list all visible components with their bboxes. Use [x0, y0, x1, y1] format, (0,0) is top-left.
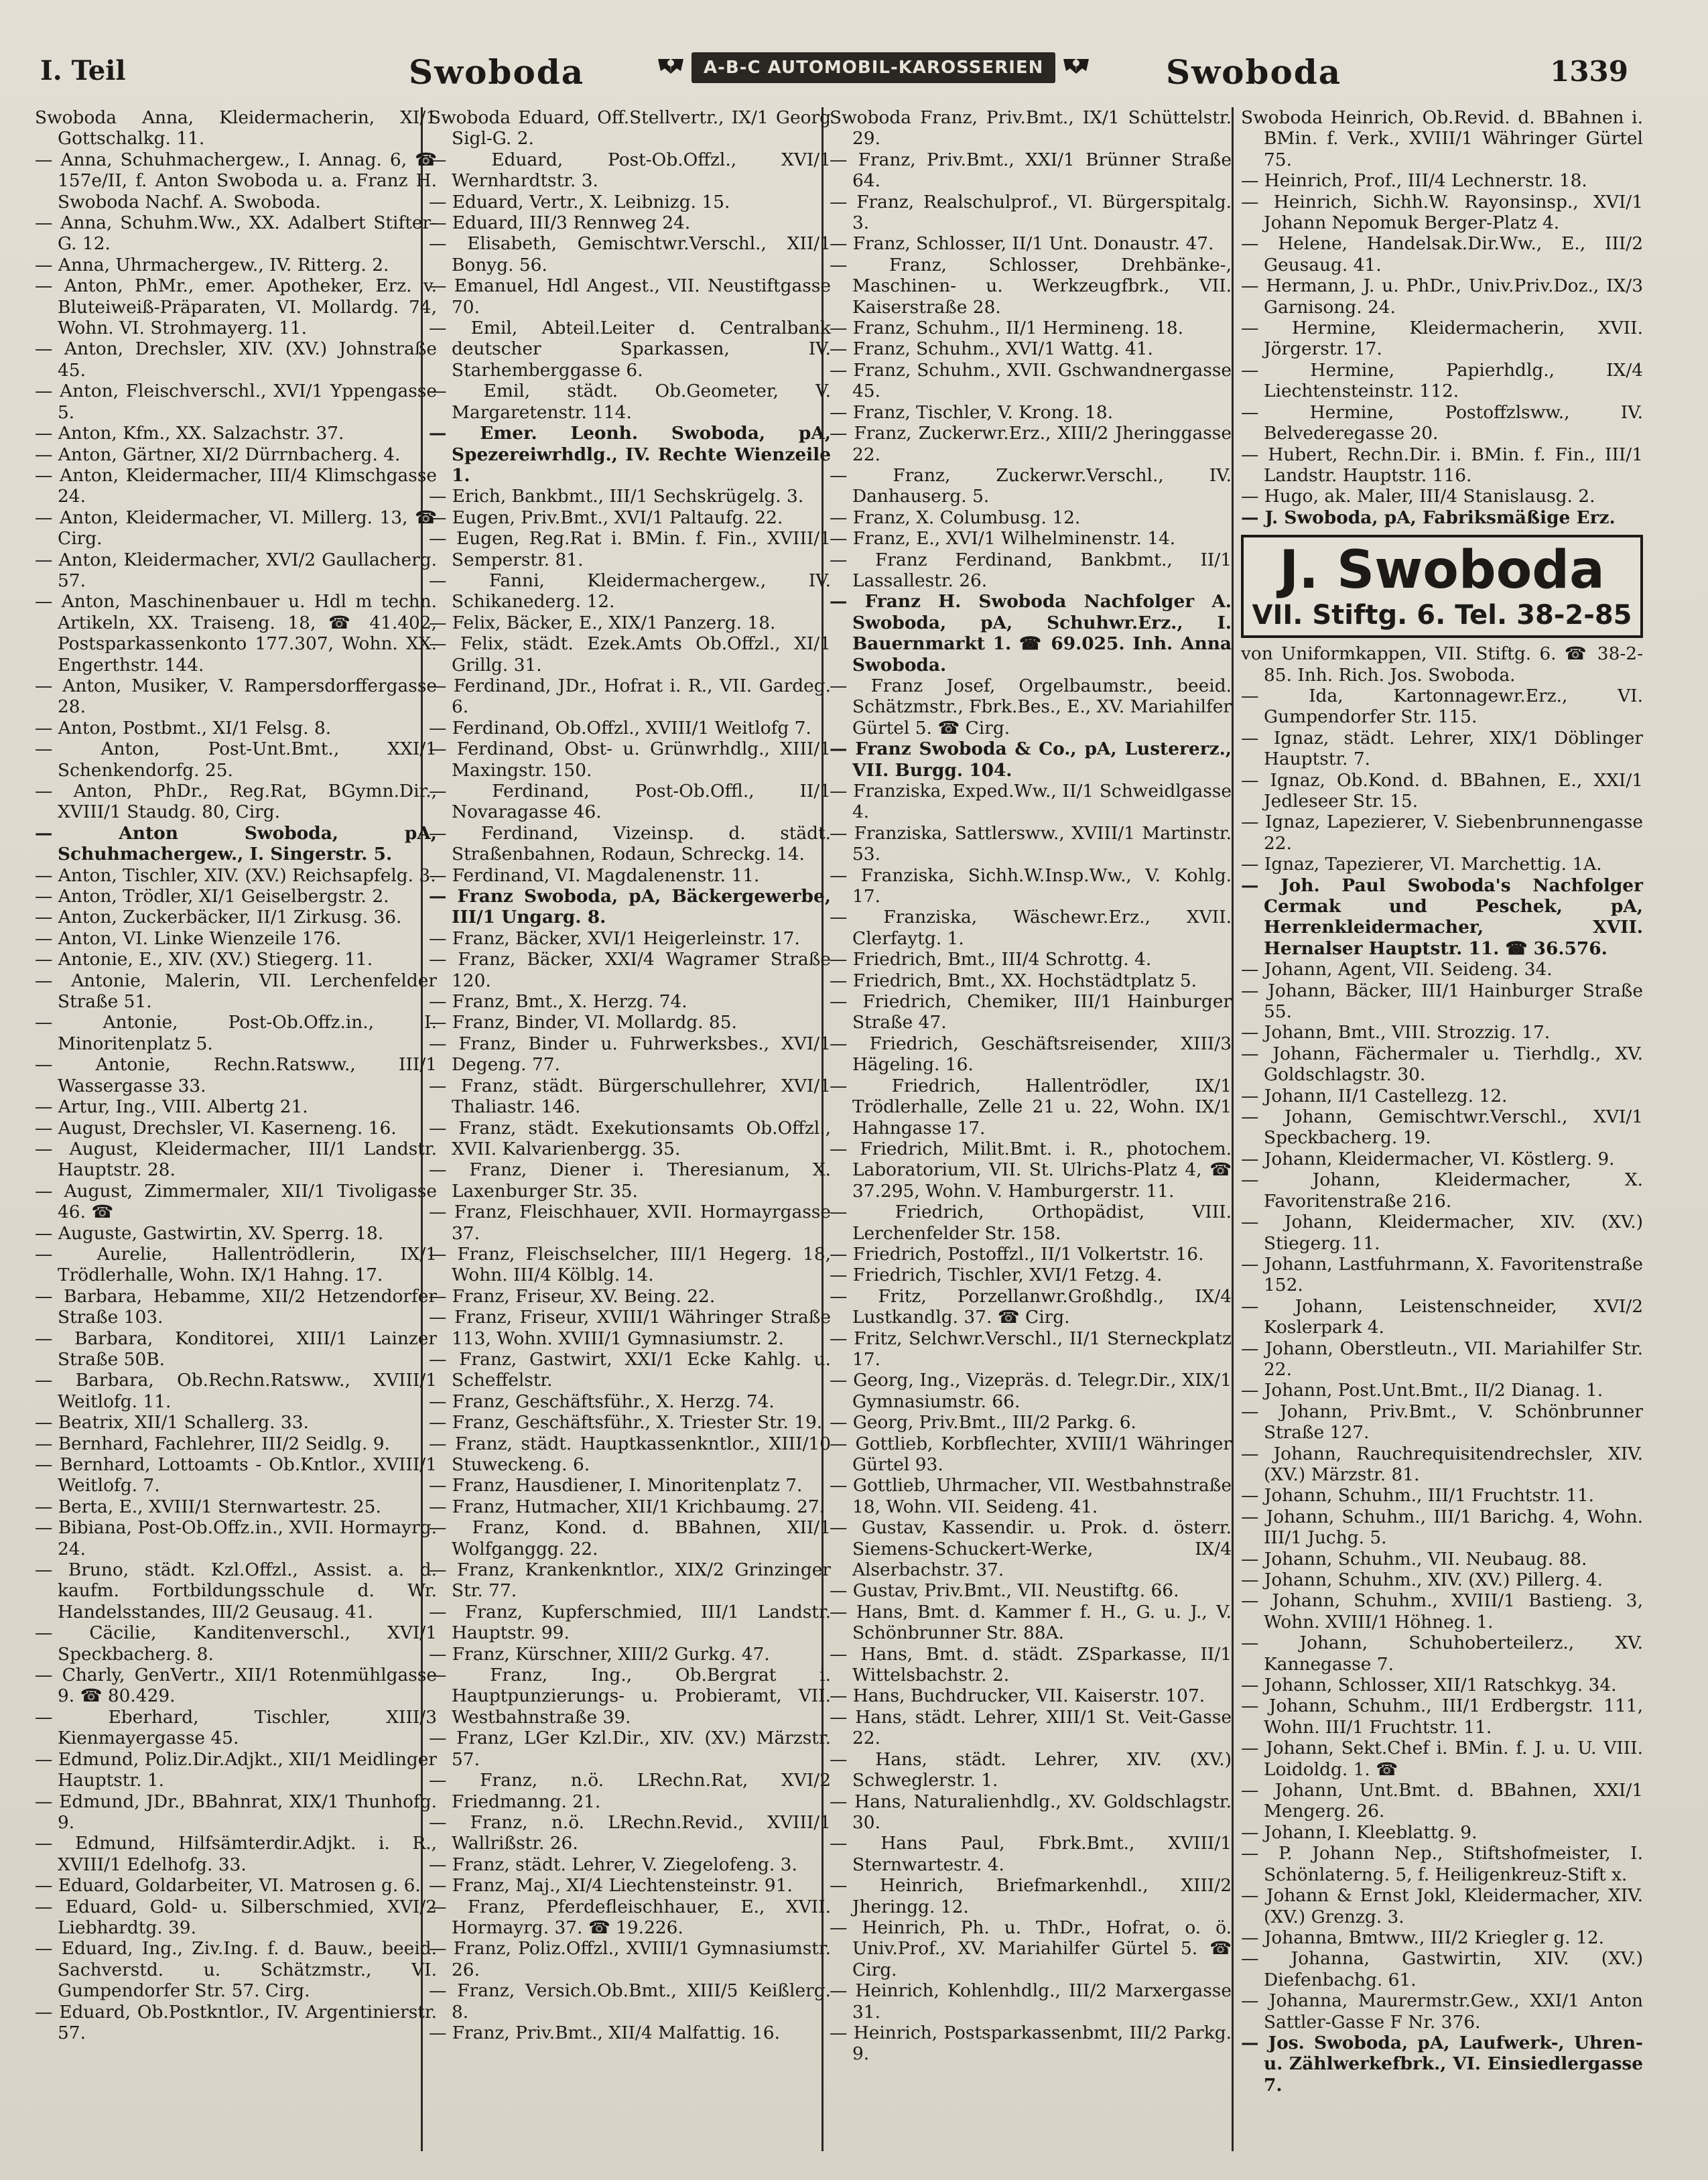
directory-entry: — Friedrich, Bmt., XX. Hochstädtplatz 5.: [830, 970, 1197, 991]
directory-entry: — Ferdinand, VI. Magdalenenstr. 11.: [429, 864, 760, 886]
directory-entry: — Franz, Fleischhauer, XVII. Hormayrgasse 37.: [429, 1202, 831, 1244]
running-head-left: Swoboda: [409, 52, 585, 92]
directory-entry: — Friedrich, Hallentrödler, IX/1 Trödlerhalle, Zelle 21 u. 22, Wohn. IX/1 Hahngasse 17.: [830, 1075, 1232, 1139]
directory-entry: — Franz, Binder u. Fuhrwerksbes., XVI/1 Degeng. 77.: [429, 1033, 831, 1076]
directory-entry: — Bernhard, Fachlehrer, III/2 Seidlg. 9.: [35, 1433, 390, 1454]
directory-entry: — Franz, Hausdiener, I. Minoritenplatz 7.: [429, 1475, 803, 1496]
directory-entry: — Anton, Kleidermacher, VI. Millerg. 13, ☎ Cirg.: [35, 507, 437, 550]
directory-entry: — Anton, Tischler, XIV. (XV.) Reichsapfelg. 3.: [35, 864, 436, 886]
directory-entry: — Heinrich, Briefmarkenhdl., XIII/2 Jheringg. 12.: [830, 1875, 1232, 1917]
directory-entry: — Eduard, Ob.Postkntlor., IV. Argentinierstr. 57.: [35, 2001, 437, 2043]
directory-entry: — Franz, Hutmacher, XII/1 Krichbaumg. 27.: [429, 1496, 825, 1517]
directory-entry: — Eduard, Post-Ob.Offzl., XVI/1 Wernhardtstr. 3.: [429, 149, 831, 192]
directory-entry: — Gustav, Kassendir. u. Prok. d. österr. Siemens-Schuckert-Werke, IX/4 Alserbachstr. 37.: [830, 1517, 1232, 1581]
directory-entry: — Elisabeth, Gemischtwr.Verschl., XII/1 Bonyg. 56.: [429, 233, 831, 275]
directory-entry: — Johann, Leistenschneider, XVI/2 Koslerpark 4.: [1241, 1295, 1643, 1338]
directory-entry: — Johanna, Gastwirtin, XIV. (XV.) Diefenbachg. 61.: [1241, 1948, 1643, 1990]
directory-entry: — Bibiana, Post-Ob.Offz.in., XVII. Hormayrg. 24.: [35, 1517, 437, 1559]
directory-entry: — Johann, I. Kleeblattg. 9.: [1241, 1821, 1477, 1843]
directory-entry: — Johann, Lastfuhrmann, X. Favoritenstraße 152.: [1241, 1253, 1643, 1296]
directory-entry: — Eduard, Ing., Ziv.Ing. f. d. Bauw., beeid. Sachverstd. u. Schätzmstr., VI. Gumpendorfer Str. 57. Cirg.: [35, 1938, 437, 2002]
directory-entry: — Ferdinand, Ob.Offzl., XVIII/1 Weitlofg 7.: [429, 717, 811, 739]
directory-entry: — Friedrich, Orthopädist, VIII. Lerchenfelder Str. 158.: [830, 1202, 1232, 1244]
directory-entry: — Ignaz, städt. Lehrer, XIX/1 Döblinger Hauptstr. 7.: [1241, 727, 1643, 770]
directory-entry: — Franz H. Swoboda Nachfolger A. Swoboda, pA, Schuhwr.Erz., I. Bauernmarkt 1. ☎ 69.025. Inh. Anna Swoboda.: [830, 591, 1232, 676]
directory-entry: — Anton, Post-Unt.Bmt., XXI/1 Schenkendorfg. 25.: [35, 739, 437, 781]
directory-entry: — Fritz, Porzellanwr.Großhdlg., IX/4 Lustkandlg. 37. ☎ Cirg.: [830, 1285, 1232, 1328]
running-head-right: Swoboda: [1166, 52, 1342, 92]
directory-entry: — Hans, Bmt. d. Kammer f. H., G. u. J., V. Schönbrunner Str. 88A.: [830, 1601, 1232, 1644]
directory-entry: — Barbara, Konditorei, XIII/1 Lainzer Straße 50B.: [35, 1328, 437, 1370]
directory-entry: — Franziska, Wäschewr.Erz., XVII. Clerfaytg. 1.: [830, 907, 1232, 949]
directory-entry: — Johann, Schuhm., III/1 Fruchtstr. 11.: [1241, 1485, 1595, 1506]
wing-emblem-icon: [1062, 54, 1090, 82]
directory-entry: — Anton, VI. Linke Wienzeile 176.: [35, 927, 342, 949]
column-1: [35, 107, 437, 2043]
directory-entry: — Franz, Schuhm., II/1 Hermineng. 18.: [830, 318, 1184, 339]
directory-entry: — Ida, Kartonnagewr.Erz., VI. Gumpendorfer Str. 115.: [1241, 685, 1643, 728]
directory-entry: — Franz Ferdinand, Bankbmt., II/1 Lassallestr. 26.: [830, 549, 1232, 591]
directory-entry: — Georg, Priv.Bmt., III/2 Parkg. 6.: [830, 1412, 1136, 1433]
column-3: [830, 107, 1232, 2065]
directory-entry: — Bruno, städt. Kzl.Offzl., Assist. a. d. kaufm. Fortbildungsschule d. Wr. Handelsstandes, III/2 Geusaug. 41.: [35, 1559, 437, 1622]
directory-entry: — August, Kleidermacher, III/1 Landstr. Hauptstr. 28.: [35, 1138, 437, 1181]
directory-entry: — Johann, Schuhoberteilerz., XV. Kannegasse 7.: [1241, 1632, 1643, 1675]
directory-entry: — Anton, Postbmt., XI/1 Felsg. 8.: [35, 717, 332, 739]
directory-entry: — Anton, Kleidermacher, XVI/2 Gaullacherg. 57.: [35, 549, 437, 591]
directory-entry: — Franz, Poliz.Offzl., XVIII/1 Gymnasiumstr. 26.: [429, 1938, 831, 1980]
directory-entry: — Artur, Ing., VIII. Albertg 21.: [35, 1096, 308, 1118]
directory-entry: — Johann, II/1 Castellezg. 12.: [1241, 1085, 1508, 1106]
directory-entry: Swoboda Eduard, Off.Stellvertr., IX/1 Georg Sigl-G. 2.: [429, 107, 831, 149]
directory-entry: — Jos. Swoboda, pA, Laufwerk-, Uhren- u. Zählwerkefbrk., VI. Einsiedlergasse 7.: [1241, 2032, 1643, 2096]
directory-entry: — Johanna, Maurermstr.Gew., XXI/1 Anton Sattler-Gasse F Nr. 376.: [1241, 1990, 1643, 2033]
directory-entry: — Johann & Ernst Jokl, Kleidermacher, XIV. (XV.) Grenzg. 3.: [1241, 1885, 1643, 1927]
directory-entry: — Gottlieb, Korbflechter, XVIII/1 Währinger Gürtel 93.: [830, 1433, 1232, 1475]
directory-entry: — Anton, Zuckerbäcker, II/1 Zirkusg. 36.: [35, 907, 402, 928]
directory-entry: — Johann, Rauchrequisitendrechsler, XIV. (XV.) Märzstr. 81.: [1241, 1443, 1643, 1485]
directory-entry: — Ferdinand, Vizeinsp. d. städt. Straßenbahnen, Rodaun, Schreckg. 14.: [429, 822, 831, 865]
directory-entry: — Johann, Priv.Bmt., V. Schönbrunner Straße 127.: [1241, 1401, 1643, 1444]
directory-entry: — Franz Swoboda & Co., pA, Lustererz., VII. Burgg. 104.: [830, 739, 1232, 781]
directory-entry: — Felix, städt. Ezek.Amts Ob.Offzl., XI/1 Grillg. 31.: [429, 633, 831, 676]
directory-entry: — Johann, Post.Unt.Bmt., II/2 Dianag. 1.: [1241, 1380, 1603, 1401]
directory-entry: — Anton, Fleischverschl., XVI/1 Yppengasse 5.: [35, 381, 437, 423]
directory-entry: — Friedrich, Tischler, XVI/1 Fetzg. 4.: [830, 1265, 1163, 1286]
directory-entry: — Franz, n.ö. LRechn.Revid., XVIII/1 Wallrißstr. 26.: [429, 1811, 831, 1854]
directory-entry: — J. Swoboda, pA, Fabriksmäßige Erz.: [1241, 507, 1616, 528]
directory-entry: — P. Johann Nep., Stiftshofmeister, I. Schönlaterng. 5, f. Heiligenkreuz-Stift x.: [1241, 1843, 1643, 1885]
directory-entry: — Hubert, Rechn.Dir. i. BMin. f. Fin., III/1 Landstr. Hauptstr. 116.: [1241, 444, 1643, 486]
directory-entry: — Hermine, Kleidermacherin, XVII. Jörgerstr. 17.: [1241, 318, 1643, 360]
directory-entry: — Johann, Gemischtwr.Verschl., XVI/1 Speckbacherg. 19.: [1241, 1106, 1643, 1149]
directory-entry: — Erich, Bankbmt., III/1 Sechskrügelg. 3.: [429, 486, 804, 507]
directory-entry: — Cäcilie, Kanditenverschl., XVI/1 Speckbacherg. 8.: [35, 1622, 437, 1665]
directory-entry: — Franz, städt. Bürgerschullehrer, XVI/1 Thaliastr. 146.: [429, 1075, 831, 1118]
directory-entry: — Antonie, E., XIV. (XV.) Stiegerg. 11.: [35, 949, 373, 970]
directory-entry: — Anton, Trödler, XI/1 Geiselbergstr. 2.: [35, 886, 389, 907]
directory-entry: — Hans, städt. Lehrer, XIII/1 St. Veit-Gasse 22.: [830, 1706, 1232, 1749]
directory-entry: — Franz, Pferdefleischhauer, E., XVII. Hormayrg. 37. ☎ 19.226.: [429, 1896, 831, 1938]
directory-entry: — Franz, städt. Exekutionsamts Ob.Offzl., XVII. Kalvarienbergg. 35.: [429, 1117, 831, 1159]
directory-entry: — Franz, städt. Hauptkassenkntlor., XIII/10 Stuweckeng. 6.: [429, 1433, 831, 1475]
directory-entry: — Johann, Schuhm., XVIII/1 Bastieng. 3, Wohn. XVIII/1 Höhneg. 1.: [1241, 1590, 1643, 1632]
directory-entry: — Johann, Bäcker, III/1 Hainburger Straße 55.: [1241, 980, 1643, 1023]
directory-entry: — Bernhard, Lottoamts - Ob.Kntlor., XVIII/1 Weitlofg. 7.: [35, 1454, 437, 1496]
directory-entry: — Anton, Maschinenbauer u. Hdl m techn. Artikeln, XX. Traiseng. 18, ☎ 41.402, Postsparkassenkonto 177.307, Wohn. XX. Engerthstr. 144.: [35, 591, 437, 676]
directory-entry: — Johann, Sekt.Chef i. BMin. f. J. u. U. VIII. Loidoldg. 1. ☎: [1241, 1738, 1643, 1780]
directory-entry: — Heinrich, Ph. u. ThDr., Hofrat, o. ö. Univ.Prof., XV. Mariahilfer Gürtel 5. ☎ Cirg.: [830, 1917, 1232, 1980]
directory-entry: — Franz, Bäcker, XXI/4 Wagramer Straße 120.: [429, 949, 831, 991]
directory-entry: — Johann, Kleidermacher, XIV. (XV.) Stiegerg. 11.: [1241, 1212, 1643, 1254]
directory-entry: — Franziska, Sattlersww., XVIII/1 Martinstr. 53.: [830, 822, 1232, 865]
directory-entry: — Franz, Schlosser, Drehbänke-, Maschinen- u. Werkzeugfbrk., VII. Kaiserstraße 28.: [830, 254, 1232, 318]
directory-entry: — August, Zimmermaler, XII/1 Tivoligasse 46. ☎: [35, 1180, 437, 1223]
directory-entry: — Franz, Priv.Bmt., XXI/1 Brünner Straße 64.: [830, 149, 1232, 192]
directory-entry: — Hans, Bmt. d. städt. ZSparkasse, II/1 Wittelsbachstr. 2.: [830, 1643, 1232, 1686]
directory-entry: — Franz, LGer Kzl.Dir., XIV. (XV.) Märzstr. 57.: [429, 1728, 831, 1770]
directory-entry: — Anna, Uhrmachergew., IV. Ritterg. 2.: [35, 254, 389, 275]
directory-entry: — Hans, Buchdrucker, VII. Kaiserstr. 107.: [830, 1685, 1205, 1707]
directory-entry: — Hans Paul, Fbrk.Bmt., XVIII/1 Sternwartestr. 4.: [830, 1833, 1232, 1875]
directory-entry: — Franz, Priv.Bmt., XII/4 Malfattig. 16.: [429, 2022, 780, 2043]
directory-entry: — Franz, Diener i. Theresianum, X. Laxenburger Str. 35.: [429, 1159, 831, 1202]
directory-entry: — Franz, Zuckerwr.Verschl., IV. Danhauserg. 5.: [830, 464, 1232, 507]
directory-entry: — Antonie, Rechn.Ratsww., III/1 Wassergasse 33.: [35, 1054, 437, 1096]
directory-entry: — August, Drechsler, VI. Kaserneng. 16.: [35, 1117, 397, 1139]
directory-entry: — Franz, Geschäftsführ., X. Triester Str. 19.: [429, 1412, 823, 1433]
directory-entry: — Johann, Schuhm., VII. Neubaug. 88.: [1241, 1548, 1587, 1569]
directory-entry: — Franz, Friseur, XVIII/1 Währinger Straße 113, Wohn. XVIII/1 Gymnasiumstr. 2.: [429, 1307, 831, 1349]
directory-entry: — Eduard, III/3 Rennweg 24.: [429, 212, 691, 234]
directory-entry: — Berta, E., XVIII/1 Sternwartestr. 25.: [35, 1496, 381, 1517]
directory-entry: — Fritz, Selchwr.Verschl., II/1 Sterneckplatz 17.: [830, 1328, 1232, 1370]
directory-entry: — Franz, städt. Lehrer, V. Ziegelofeng. 3.: [429, 1854, 797, 1875]
directory-entry: — Franz, Bäcker, XVI/1 Heigerleinstr. 17.: [429, 927, 800, 949]
directory-entry: — Franz, Tischler, V. Krong. 18.: [830, 401, 1114, 423]
directory-entry: — Friedrich, Bmt., III/4 Schrottg. 4.: [830, 949, 1152, 970]
directory-entry: — Franz, Schuhm., XVII. Gschwandnergasse 45.: [830, 359, 1232, 402]
directory-entry: — Felix, Bäcker, E., XIX/1 Panzerg. 18.: [429, 612, 776, 633]
directory-entry: — Anna, Schuhmachergew., I. Annag. 6, ☎ 157e/II, f. Anton Swoboda u. a. Franz H. Swoboda Nachf. A. Swoboda.: [35, 149, 437, 212]
directory-entry: — Anton, Kfm., XX. Salzachstr. 37.: [35, 423, 344, 444]
directory-entry: — Anton, Musiker, V. Rampersdorffergasse 28.: [35, 675, 437, 718]
directory-entry: — Franz, X. Columbusg. 12.: [830, 507, 1081, 528]
directory-entry: — Friedrich, Chemiker, III/1 Hainburger Straße 47.: [830, 991, 1232, 1033]
directory-entry: — Johann, Kleidermacher, X. Favoritenstraße 216.: [1241, 1169, 1643, 1212]
page-header: [40, 48, 1628, 95]
directory-entry: — Franz, Geschäftsführ., X. Herzg. 74.: [429, 1391, 775, 1412]
directory-entry: — Helene, Handelsak.Dir.Ww., E., III/2 Geusaug. 41.: [1241, 233, 1643, 275]
directory-entry: — Johann, Bmt., VIII. Strozzig. 17.: [1241, 1022, 1551, 1043]
directory-entry: — Ferdinand, Obst- u. Grünwrhdlg., XIII/1 Maxingstr. 150.: [429, 739, 831, 781]
advert-box: [1241, 535, 1643, 638]
directory-entry: — Emer. Leonh. Swoboda, pA, Spezereiwrhdlg., IV. Rechte Wienzeile 1.: [429, 423, 831, 486]
directory-entry: — Hans, Naturalienhdlg., XV. Goldschlagstr. 30.: [830, 1791, 1232, 1833]
directory-entry: Swoboda Heinrich, Ob.Revid. d. BBahnen i. BMin. f. Verk., XVIII/1 Währinger Gürtel 75.: [1241, 107, 1643, 170]
directory-entry: — Franz, Friseur, XV. Being. 22.: [429, 1285, 716, 1307]
directory-entry: — Eduard, Vertr., X. Leibnizg. 15.: [429, 191, 730, 212]
directory-entry: — Joh. Paul Swoboda's Nachfolger Cermak und Peschek, pA, Herrenkleidermacher, XVII. Hernalser Hauptstr. 11. ☎ 36.576.: [1241, 875, 1643, 959]
directory-entry: — Antonie, Post-Ob.Offz.in., I. Minoritenplatz 5.: [35, 1012, 437, 1054]
directory-entry: — Johann, Schuhm., III/1 Barichg. 4, Wohn. III/1 Juchg. 5.: [1241, 1506, 1643, 1549]
directory-entry: — Fanni, Kleidermachergew., IV. Schikanederg. 12.: [429, 570, 831, 613]
directory-entry: — Franz, Zuckerwr.Erz., XIII/2 Jheringgasse 22.: [830, 423, 1232, 465]
directory-entry: — Heinrich, Kohlenhdlg., III/2 Marxergasse 31.: [830, 1980, 1232, 2023]
advert-banner: [657, 51, 1090, 84]
directory-entry: Swoboda Anna, Kleidermacherin, XI/1 Gottschalkg. 11.: [35, 107, 437, 149]
directory-entry: — Anton, PhMr., emer. Apotheker, Erz. v. Bluteiweiß-Präparaten, VI. Mollardg. 74, Wohn. VI. Strohmayerg. 11.: [35, 275, 437, 339]
column-divider: [1232, 107, 1234, 2151]
directory-entry: — Franz Swoboda, pA, Bäckergewerbe, III/1 Ungarg. 8.: [429, 886, 831, 928]
part-label: I. Teil: [40, 55, 126, 86]
directory-entry: von Uniformkappen, VII. Stiftg. 6. ☎ 38-2-85. Inh. Rich. Jos. Swoboda.: [1241, 643, 1643, 686]
directory-entry: — Johanna, Bmtww., III/2 Kriegler g. 12.: [1241, 1927, 1605, 1948]
directory-entry: — Ferdinand, JDr., Hofrat i. R., VII. Gardeg. 6.: [429, 675, 831, 718]
directory-entry: — Anton, PhDr., Reg.Rat, BGymn.Dir., XVIII/1 Staudg. 80, Cirg.: [35, 781, 437, 823]
directory-entry: — Hermine, Papierhdlg., IX/4 Liechtensteinstr. 112.: [1241, 359, 1643, 402]
directory-entry: — Franz, Maj., XI/4 Liechtensteinstr. 91.: [429, 1875, 793, 1897]
directory-entry: — Friedrich, Milit.Bmt. i. R., photochem. Laboratorium, VII. St. Ulrichs-Platz 4, ☎ 37.295, Wohn. V. Hamburgerstr. 11.: [830, 1138, 1232, 1202]
directory-entry: — Edmund, Hilfsämterdir.Adjkt. i. R., XVIII/1 Edelhofg. 33.: [35, 1833, 437, 1875]
directory-entry: — Franz, Gastwirt, XXI/1 Ecke Kahlg. u. Scheffelstr.: [429, 1348, 831, 1391]
directory-entry: — Franziska, Sichh.W.Insp.Ww., V. Kohlg. 17.: [830, 864, 1232, 907]
directory-entry: — Aurelie, Hallentrödlerin, IX/1 Trödlerhalle, Wohn. IX/1 Hahng. 17.: [35, 1243, 437, 1286]
directory-entry: — Heinrich, Sichh.W. Rayonsinsp., XVI/1 Johann Nepomuk Berger-Platz 4.: [1241, 191, 1643, 234]
directory-entry: — Franz, Fleischselcher, III/1 Hegerg. 18, Wohn. III/4 Kölblg. 14.: [429, 1243, 831, 1286]
directory-entry: — Johann, Schuhm., III/1 Erdbergstr. 111, Wohn. III/1 Fruchtstr. 11.: [1241, 1695, 1643, 1738]
directory-entry: — Gustav, Priv.Bmt., VII. Neustiftg. 66.: [830, 1580, 1179, 1602]
directory-entry: — Eugen, Priv.Bmt., XVI/1 Paltaufg. 22.: [429, 507, 783, 528]
directory-entry: — Antonie, Malerin, VII. Lerchenfelder Straße 51.: [35, 970, 437, 1013]
directory-entry: — Franz, Schuhm., XVI/1 Wattg. 41.: [830, 338, 1153, 360]
directory-entry: — Gottlieb, Uhrmacher, VII. Westbahnstraße 18, Wohn. VII. Seideng. 41.: [830, 1475, 1232, 1517]
directory-entry: — Ignaz, Lapezierer, V. Siebenbrunnengasse 22.: [1241, 812, 1643, 854]
directory-entry: — Hermine, Postoffzlsww., IV. Belvederegasse 20.: [1241, 401, 1643, 444]
directory-entry: — Eugen, Reg.Rat i. BMin. f. Fin., XVIII/1 Semperstr. 81.: [429, 528, 831, 570]
directory-entry: — Anton Swoboda, pA, Schuhmachergew., I. Singerstr. 5.: [35, 822, 437, 865]
directory-entry: — Hans, städt. Lehrer, XIV. (XV.) Schweglerstr. 1.: [830, 1748, 1232, 1791]
directory-entry: — Franz, Krankenkntlor., XIX/2 Grinzinger Str. 77.: [429, 1559, 831, 1602]
directory-entry: — Charly, GenVertr., XII/1 Rotenmühlgasse 9. ☎ 80.429.: [35, 1665, 437, 1707]
directory-entry: — Johann, Fächermaler u. Tierhdlg., XV. Goldschlagstr. 30.: [1241, 1043, 1643, 1086]
column-4: [1241, 107, 1643, 2096]
directory-entry: — Friedrich, Postoffzl., II/1 Volkertstr. 16.: [830, 1243, 1204, 1265]
directory-entry: — Ignaz, Ob.Kond. d. BBahnen, E., XXI/1 Jedleseer Str. 15.: [1241, 769, 1643, 812]
directory-entry: — Johann, Agent, VII. Seideng. 34.: [1241, 959, 1553, 980]
advert-name: J. Swoboda: [1279, 540, 1605, 601]
directory-entry: — Franz, Ing., Ob.Bergrat i. Hauptpunzierungs- u. Probieramt, VII. Westbahnstraße 39.: [429, 1665, 831, 1728]
directory-entry: — Edmund, JDr., BBahnrat, XIX/1 Thunhofg. 9.: [35, 1791, 437, 1833]
directory-entry: — Friedrich, Geschäftsreisender, XIII/3 Hägeling. 16.: [830, 1033, 1232, 1076]
banner-text: A-B-C AUTOMOBIL-KAROSSERIEN: [692, 52, 1055, 83]
directory-entry: — Franz, Kupferschmied, III/1 Landstr. Hauptstr. 99.: [429, 1601, 831, 1644]
directory-entry: — Heinrich, Prof., III/4 Lechnerstr. 18.: [1241, 170, 1587, 192]
directory-entry: — Franz, Bmt., X. Herzg. 74.: [429, 991, 687, 1013]
directory-entry: — Franz, E., XVI/1 Wilhelminenstr. 14.: [830, 528, 1176, 550]
directory-entry: — Johann, Schlosser, XII/1 Ratschkyg. 34.: [1241, 1675, 1617, 1696]
directory-entry: — Hugo, ak. Maler, III/4 Stanislausg. 2.: [1241, 486, 1595, 507]
directory-entry: — Franz, n.ö. LRechn.Rat, XVI/2 Friedmanng. 21.: [429, 1770, 831, 1812]
directory-entry: — Franz, Versich.Ob.Bmt., XIII/5 Keißlerg. 8.: [429, 1980, 831, 2023]
directory-entry: — Auguste, Gastwirtin, XV. Sperrg. 18.: [35, 1222, 384, 1244]
directory-entry: — Franz, Realschulprof., VI. Bürgerspitalg. 3.: [830, 191, 1232, 234]
directory-entry: — Franziska, Exped.Ww., II/1 Schweidlgasse 4.: [830, 781, 1232, 823]
directory-entry: — Emil, Abteil.Leiter d. Centralbank deutscher Sparkassen, IV. Starhemberggasse 6.: [429, 318, 831, 381]
directory-entry: — Beatrix, XII/1 Schallerg. 33.: [35, 1412, 309, 1433]
directory-entry: — Eduard, Goldarbeiter, VI. Matrosen g. 6.: [35, 1875, 421, 1897]
directory-entry: — Emil, städt. Ob.Geometer, V. Margaretenstr. 114.: [429, 381, 831, 423]
directory-entry: — Anton, Kleidermacher, III/4 Klimschgasse 24.: [35, 464, 437, 507]
directory-entry: — Eduard, Gold- u. Silberschmied, XVI/2 Liebhardtg. 39.: [35, 1896, 437, 1938]
directory-entry: — Johann, Kleidermacher, VI. Köstlerg. 9.: [1241, 1148, 1615, 1169]
directory-entry: — Anton, Gärtner, XI/2 Dürrnbacherg. 4.: [35, 444, 401, 465]
advert-address: VII. Stiftg. 6. Tel. 38-2-85: [1252, 600, 1632, 631]
directory-entry: — Georg, Ing., Vizepräs. d. Telegr.Dir., XIX/1 Gymnasiumstr. 66.: [830, 1370, 1232, 1412]
directory-entry: — Franz, Schlosser, II/1 Unt. Donaustr. 47.: [830, 233, 1214, 255]
directory-entry: — Edmund, Poliz.Dir.Adjkt., XII/1 Meidlinger Hauptstr. 1.: [35, 1748, 437, 1791]
directory-entry: — Franz, Kond. d. BBahnen, XII/1 Wolfganggg. 22.: [429, 1517, 831, 1559]
directory-entry: — Franz, Kürschner, XIII/2 Gurkg. 47.: [429, 1643, 770, 1665]
directory-entry: — Anton, Drechsler, XIV. (XV.) Johnstraße 45.: [35, 338, 437, 381]
directory-entry: — Heinrich, Postsparkassenbmt, III/2 Parkg. 9.: [830, 2022, 1232, 2065]
directory-entry: — Barbara, Ob.Rechn.Ratsww., XVIII/1 Weitlofg. 11.: [35, 1370, 437, 1412]
directory-entry: — Ignaz, Tapezierer, VI. Marchettig. 1A.: [1241, 854, 1602, 875]
column-2: [429, 107, 831, 2043]
directory-entry: — Barbara, Hebamme, XII/2 Hetzendorfer Straße 103.: [35, 1285, 437, 1328]
directory-entry: Swoboda Franz, Priv.Bmt., IX/1 Schüttelstr. 29.: [830, 107, 1232, 149]
directory-entry: — Johann, Unt.Bmt. d. BBahnen, XXI/1 Mengerg. 26.: [1241, 1780, 1643, 1822]
directory-entry: — Franz Josef, Orgelbaumstr., beeid. Schätzmstr., Fbrk.Bes., E., XV. Mariahilfer Gürtel 5. ☎ Cirg.: [830, 675, 1232, 739]
wing-emblem-icon: [657, 54, 685, 82]
directory-entry: — Johann, Oberstleutn., VII. Mariahilfer Str. 22.: [1241, 1338, 1643, 1380]
directory-entry: — Ferdinand, Post-Ob.Offl., II/1 Novaragasse 46.: [429, 781, 831, 823]
page-number: 1339: [1550, 55, 1628, 88]
directory-entry: — Emanuel, Hdl Angest., VII. Neustiftgasse 70.: [429, 275, 831, 318]
directory-entry: — Anna, Schuhm.Ww., XX. Adalbert Stifter-G. 12.: [35, 212, 437, 255]
directory-entry: — Franz, Binder, VI. Mollardg. 85.: [429, 1012, 737, 1033]
directory-entry: — Hermann, J. u. PhDr., Univ.Priv.Doz., IX/3 Garnisong. 24.: [1241, 275, 1643, 318]
directory-entry: — Johann, Schuhm., XIV. (XV.) Pillerg. 4.: [1241, 1569, 1603, 1590]
directory-entry: — Eberhard, Tischler, XIII/3 Kienmayergasse 45.: [35, 1706, 437, 1749]
